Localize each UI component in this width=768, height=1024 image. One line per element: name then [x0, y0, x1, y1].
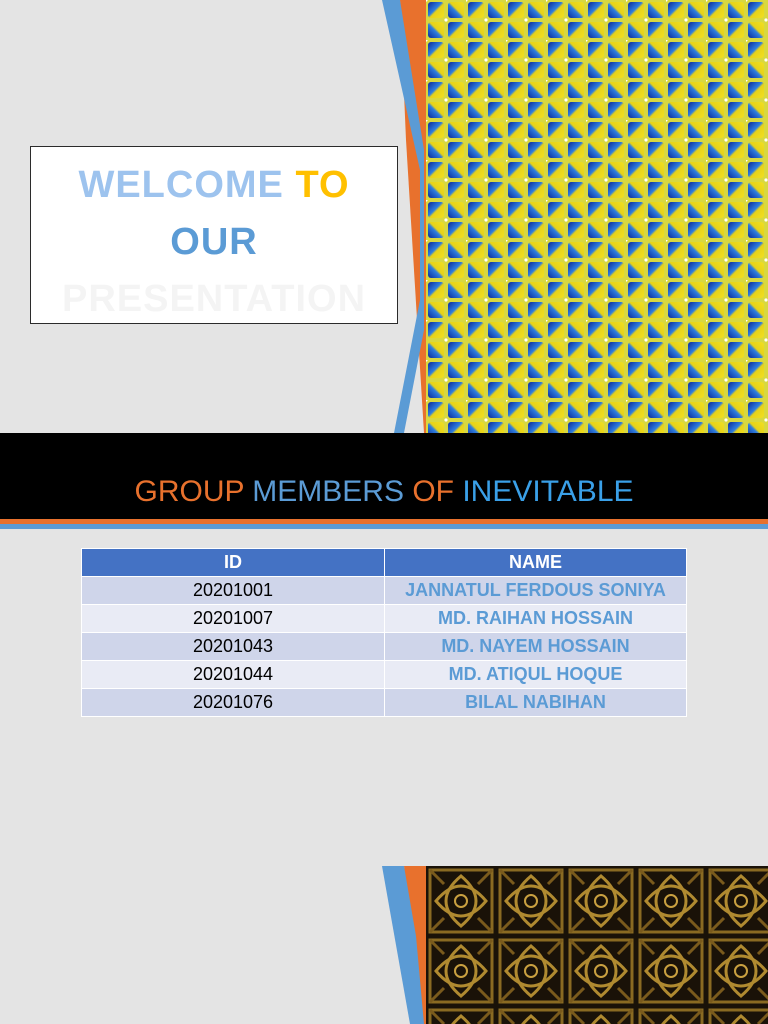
member-id: 20201007 — [82, 605, 385, 633]
table-row — [82, 577, 687, 605]
member-id: 20201076 — [82, 689, 385, 717]
table-row — [82, 633, 687, 661]
member-name: MD. NAYEM HOSSAIN — [385, 633, 687, 661]
welcome-line-1 — [31, 157, 397, 214]
member-name: MD. RAIHAN HOSSAIN — [385, 605, 687, 633]
member-id: 20201044 — [82, 661, 385, 689]
column-header-name: NAME — [385, 549, 687, 577]
member-id: 20201001 — [82, 577, 385, 605]
member-name: BILAL NABIHAN — [385, 689, 687, 717]
inevitable-word: INEVITABLE — [462, 475, 634, 508]
banner-title — [0, 477, 768, 507]
column-header-id: ID — [82, 549, 385, 577]
table-row — [82, 689, 687, 717]
member-name: MD. ATIQUL HOQUE — [385, 661, 687, 689]
welcome-line-2: OUR — [170, 221, 258, 263]
members-word: MEMBERS — [252, 475, 404, 508]
welcome-line-3: PRESENTATION — [61, 278, 367, 320]
member-name: JANNATUL FERDOUS SONIYA — [385, 577, 687, 605]
members-table — [81, 548, 687, 717]
to-word: TO — [295, 164, 350, 206]
table-row — [82, 661, 687, 689]
table-header-row — [82, 549, 687, 577]
divider-blue — [0, 524, 768, 529]
accent-stripes-bottom — [380, 866, 430, 1024]
group-word: GROUP — [134, 475, 244, 508]
of-word: OF — [412, 475, 454, 508]
welcome-word: WELCOME — [78, 164, 284, 206]
illusion-pattern-image — [426, 0, 768, 433]
welcome-box — [30, 146, 398, 324]
table-row — [82, 605, 687, 633]
celtic-knot-pattern-image — [426, 866, 768, 1024]
member-id: 20201043 — [82, 633, 385, 661]
